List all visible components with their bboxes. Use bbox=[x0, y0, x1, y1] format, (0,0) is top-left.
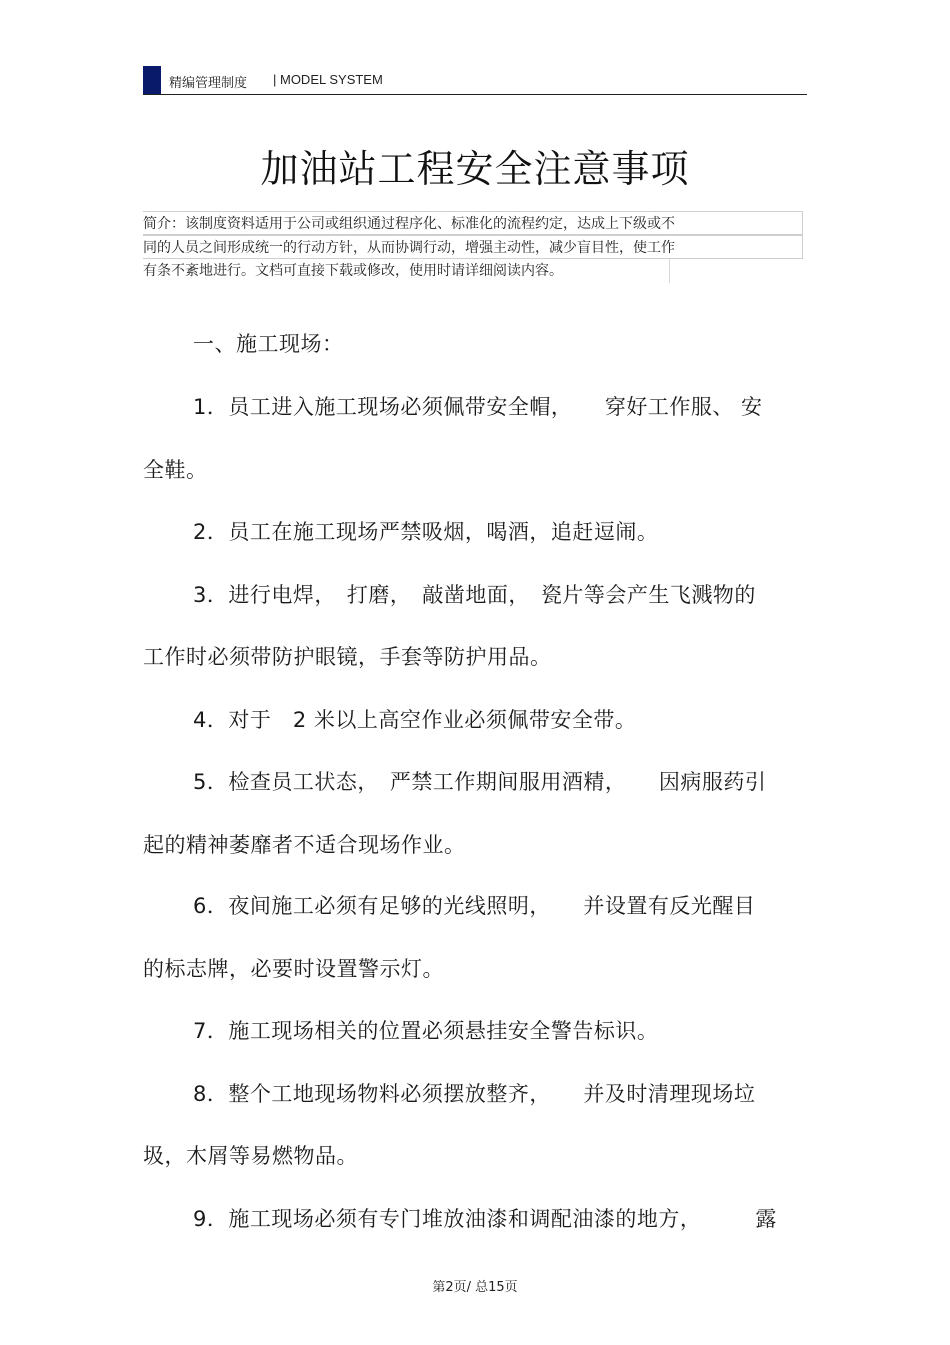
brand-label: 精编管理制度 bbox=[169, 76, 248, 91]
body-line: 1．员工进入施工现场必须佩带安全帽， 穿好工作服、 安 bbox=[193, 395, 763, 419]
body-line: 的标志牌，必要时设置警示灯。 bbox=[143, 957, 444, 981]
body-line: 5．检查员工状态， 严禁工作期间服用酒精， 因病服药引 bbox=[193, 770, 767, 794]
body-line: 8．整个工地现场物料必须摆放整齐， 并及时清理现场垃 bbox=[193, 1082, 756, 1106]
body-line: 6．夜间施工必须有足够的光线照明， 并设置有反光醒目 bbox=[193, 894, 756, 918]
intro-block bbox=[143, 211, 807, 283]
intro-line: 简介：该制度资料适用于公司或组织通过程序化、标准化的流程约定，达成上下级或不 bbox=[143, 211, 803, 235]
body-line: 起的精神萎靡者不适合现场作业。 bbox=[143, 833, 466, 857]
body-line: 2．员工在施工现场严禁吸烟，喝酒，追赶逗闹。 bbox=[193, 520, 659, 544]
body-line: 全鞋。 bbox=[143, 458, 208, 482]
body-line: 圾，木屑等易燃物品。 bbox=[143, 1144, 358, 1168]
page-header bbox=[143, 66, 807, 95]
body-line: 4．对于 2 米以上高空作业必须佩带安全带。 bbox=[193, 708, 637, 732]
system-label: | MODEL SYSTEM bbox=[273, 72, 383, 87]
intro-line: 有条不紊地进行。文档可直接下载或修改，使用时请详细阅读内容。 bbox=[143, 259, 807, 283]
document-title: 加油站工程安全注意事项 bbox=[260, 147, 690, 191]
intro-line: 同的人员之间形成统一的行动方针，从而协调行动，增强主动性，减少盲目性，使工作 bbox=[143, 235, 803, 259]
section-heading: 一、施工现场： bbox=[193, 332, 344, 356]
logo-icon bbox=[143, 66, 161, 94]
body-line: 3．进行电焊， 打磨， 敲凿地面， 瓷片等会产生飞溅物的 bbox=[193, 583, 756, 607]
page-number: 第2页/ 总15页 bbox=[432, 1280, 518, 1295]
body-line: 工作时必须带防护眼镜，手套等防护用品。 bbox=[143, 645, 552, 669]
body-line: 7．施工现场相关的位置必须悬挂安全警告标识。 bbox=[193, 1019, 659, 1043]
body-line: 9．施工现场必须有专门堆放油漆和调配油漆的地方， 露 bbox=[193, 1207, 777, 1231]
